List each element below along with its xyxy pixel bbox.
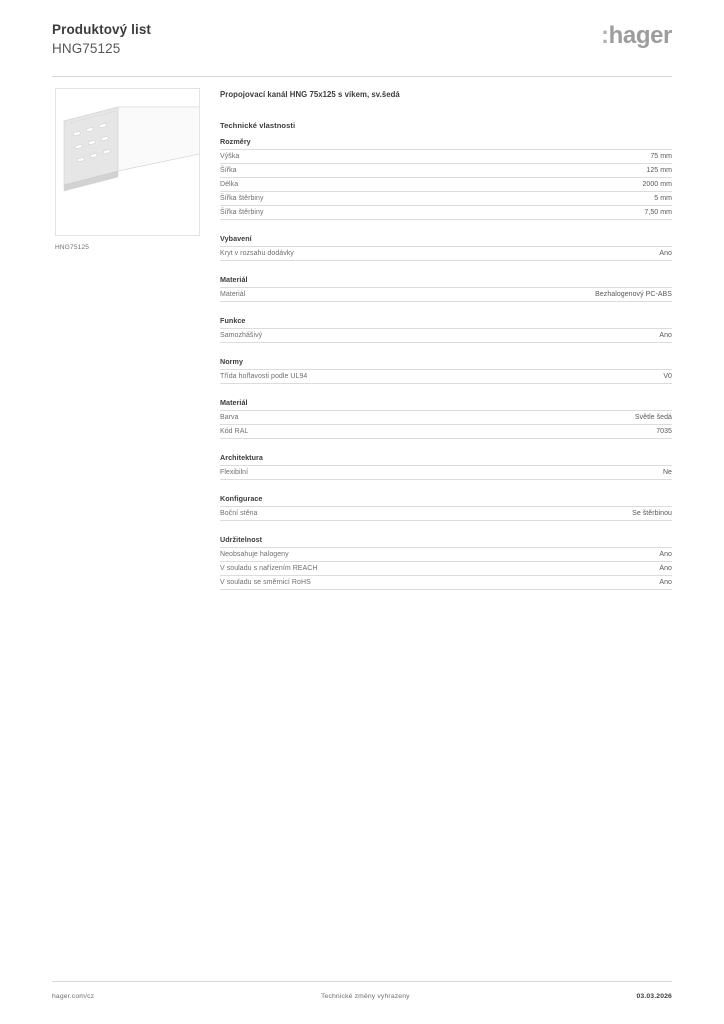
product-reference: HNG75125	[52, 40, 121, 56]
spec-value: 5 mm	[446, 192, 672, 206]
spec-groups	[220, 137, 672, 590]
table-row	[220, 425, 672, 439]
spec-table	[220, 547, 672, 590]
spec-group	[220, 494, 672, 521]
spec-value: 7035	[446, 425, 672, 439]
table-row	[220, 247, 672, 261]
table-row	[220, 288, 672, 302]
page-footer	[52, 993, 672, 1000]
spec-table	[220, 369, 672, 384]
spec-value: Ano	[446, 247, 672, 261]
logo-wordmark: hager	[608, 22, 672, 49]
spec-table	[220, 506, 672, 521]
footer-note: Technické změny vyhrazeny	[320, 993, 410, 1000]
spec-label: Třída hořlavosti podle UL94	[220, 370, 446, 384]
table-row	[220, 192, 672, 206]
table-row	[220, 206, 672, 220]
spec-value: Ano	[446, 562, 672, 576]
spec-table	[220, 246, 672, 261]
table-row	[220, 576, 672, 590]
table-row	[220, 466, 672, 480]
spec-label: Šířka	[220, 164, 446, 178]
spec-label: Neobsahuje halogeny	[220, 548, 446, 562]
product-description: Propojovací kanál HNG 75x125 s víkem, sv.šedá	[220, 90, 400, 99]
table-row	[220, 178, 672, 192]
spec-value: Bezhalogenový PC-ABS	[446, 288, 672, 302]
spec-value: Ano	[446, 329, 672, 343]
trunking-illustration-icon	[56, 89, 200, 236]
spec-table	[220, 328, 672, 343]
table-row	[220, 329, 672, 343]
spec-value: Světle šedá	[446, 411, 672, 425]
spec-value: 125 mm	[446, 164, 672, 178]
spec-value: Ano	[446, 548, 672, 562]
table-row	[220, 562, 672, 576]
spec-label: Délka	[220, 178, 446, 192]
table-row	[220, 548, 672, 562]
spec-value: 7,50 mm	[446, 206, 672, 220]
spec-group-title: Materiál	[220, 398, 248, 407]
spec-group	[220, 453, 672, 480]
spec-label: Kód RAL	[220, 425, 446, 439]
spec-label: Kryt v rozsahu dodávky	[220, 247, 446, 261]
spec-label: Materiál	[220, 288, 446, 302]
spec-value: 2000 mm	[446, 178, 672, 192]
spec-label: Šířka štěrbiny	[220, 206, 446, 220]
spec-value: V0	[446, 370, 672, 384]
table-row	[220, 370, 672, 384]
spec-value: 75 mm	[446, 150, 672, 164]
hager-logo	[601, 24, 672, 48]
spec-value: Ano	[446, 576, 672, 590]
footer-divider	[52, 981, 672, 982]
spec-table	[220, 287, 672, 302]
spec-group	[220, 535, 672, 590]
spec-label: Barva	[220, 411, 446, 425]
table-row	[220, 411, 672, 425]
product-photo-trunking	[55, 88, 200, 236]
spec-group	[220, 234, 672, 261]
table-row	[220, 164, 672, 178]
spec-value: Se štěrbinou	[446, 507, 672, 521]
spec-group-title: Rozměry	[220, 137, 251, 146]
spec-label: Samozhášivý	[220, 329, 446, 343]
spec-group	[220, 357, 672, 384]
spec-label: Boční stěna	[220, 507, 446, 521]
spec-group-title: Funkce	[220, 316, 246, 325]
technical-properties-heading: Technické vlastnosti	[220, 121, 296, 130]
spec-value: Ne	[446, 466, 672, 480]
product-image-caption: HNG75125	[55, 244, 90, 251]
page-title: Produktový list	[52, 22, 152, 37]
spec-group-title: Materiál	[220, 275, 248, 284]
spec-group	[220, 137, 672, 220]
spec-group-title: Konfigurace	[220, 494, 263, 503]
footer-date: 03.03.2026	[636, 993, 672, 1000]
product-image-block	[55, 88, 200, 251]
page-header	[52, 22, 672, 70]
spec-table	[220, 465, 672, 480]
spec-group-title: Architektura	[220, 453, 263, 462]
spec-label: Šířka štěrbiny	[220, 192, 446, 206]
spec-table	[220, 149, 672, 220]
spec-label: V souladu s nařízením REACH	[220, 562, 446, 576]
spec-group	[220, 275, 672, 302]
spec-label: V souladu se směrnicí RoHS	[220, 576, 446, 590]
spec-group	[220, 398, 672, 439]
header-divider	[52, 76, 672, 77]
spec-group-title: Udržitelnost	[220, 535, 263, 544]
spec-label: Výška	[220, 150, 446, 164]
spec-label: Flexibilní	[220, 466, 446, 480]
spec-group	[220, 316, 672, 343]
datasheet-content	[220, 90, 672, 604]
logo-colon-icon: :	[601, 22, 609, 49]
spec-group-title: Normy	[220, 357, 244, 366]
spec-group-title: Vybavení	[220, 234, 252, 243]
table-row	[220, 507, 672, 521]
header-titles	[52, 22, 151, 58]
footer-website-link[interactable]: hager.com/cz	[52, 993, 95, 1000]
table-row	[220, 150, 672, 164]
spec-table	[220, 410, 672, 439]
